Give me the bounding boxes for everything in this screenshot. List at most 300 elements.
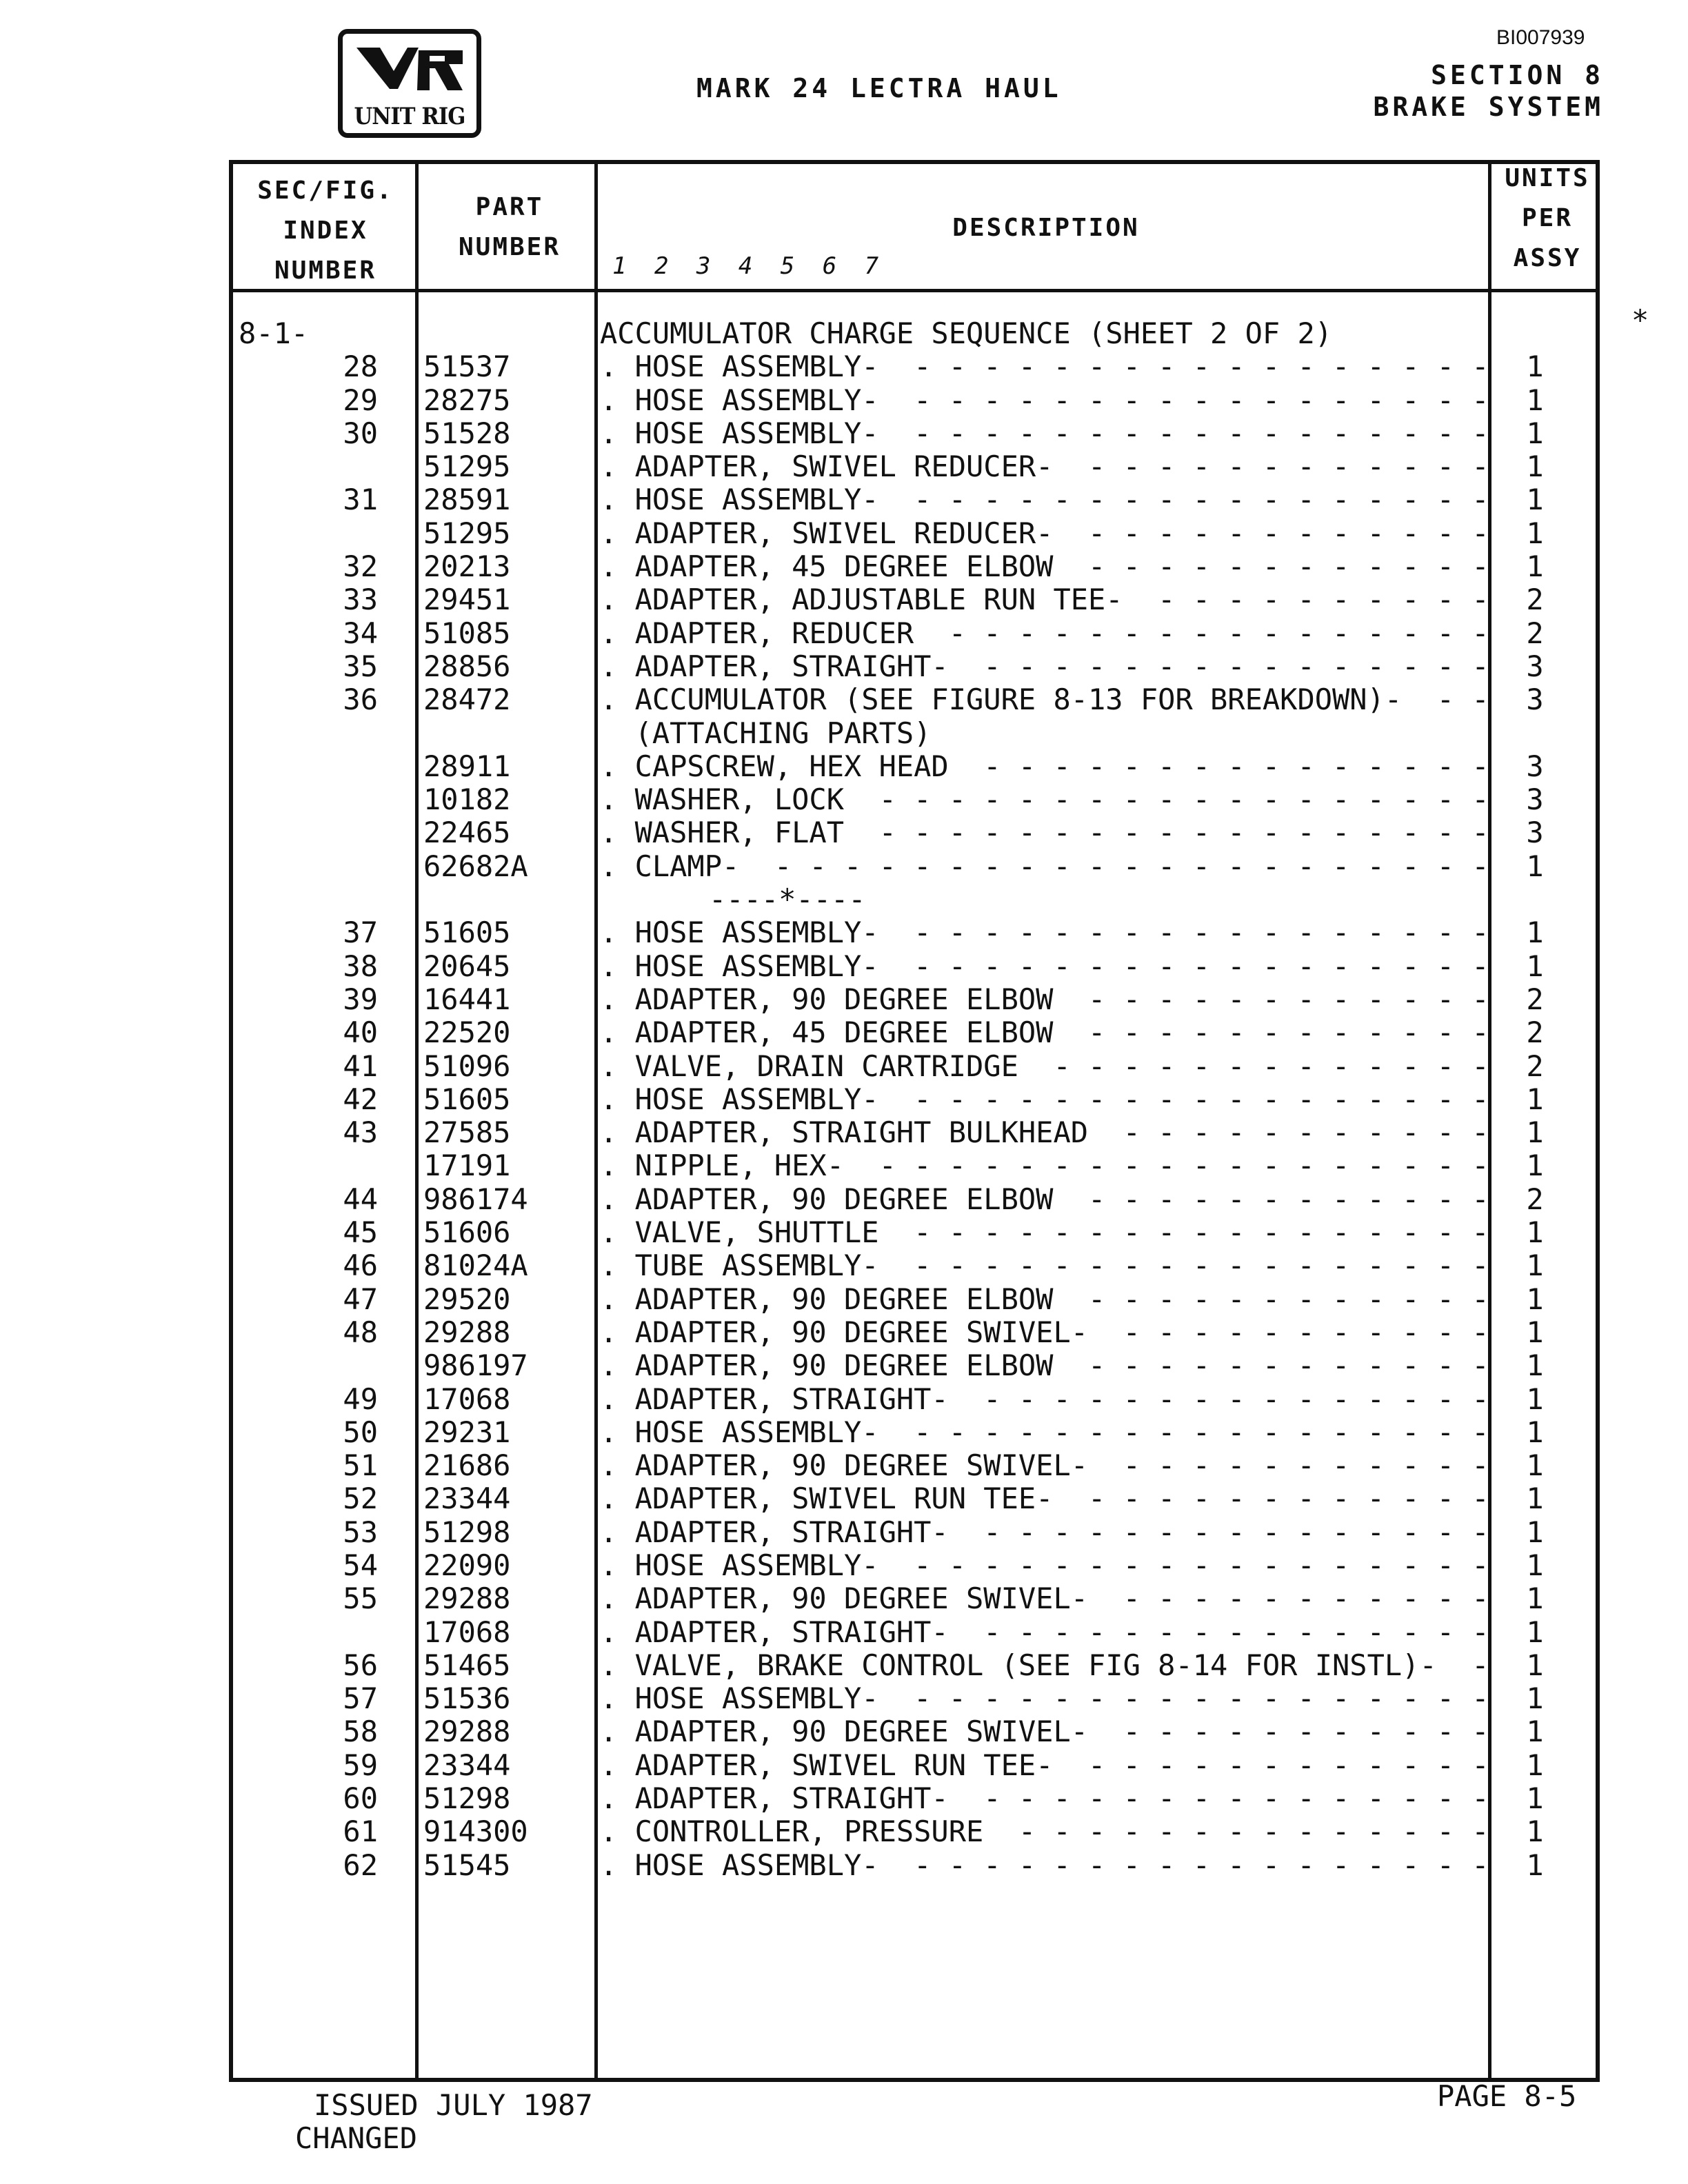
table-row [233, 1349, 1596, 1382]
dot-leader: - - - - - - - - - - [1123, 583, 1489, 617]
table-row [233, 550, 1596, 583]
table-row [233, 517, 1596, 550]
description [600, 1782, 1489, 1815]
description [600, 1649, 1489, 1682]
dot-leader: - - - - - - - - - - - - [1053, 1348, 1489, 1383]
description [600, 1083, 1489, 1116]
table-row [233, 850, 1596, 883]
table-row [233, 1249, 1596, 1282]
index-number: 53 [343, 1515, 378, 1549]
description-text: . ADAPTER, SWIVEL REDUCER- [600, 449, 1054, 484]
description [600, 1416, 1489, 1449]
index-number: 60 [343, 1781, 378, 1816]
units-per-assy: 1 [1526, 849, 1544, 883]
logo-mark-icon [352, 41, 468, 103]
index-number: 47 [343, 1282, 378, 1316]
part-number: 16441 [423, 982, 511, 1016]
index-number: 36 [343, 682, 378, 717]
dot-leader: - - - - - - - - - - - - - - - - - [878, 1248, 1489, 1283]
dot-leader: - - - - - - - - - - - - - - - - - [878, 949, 1489, 983]
units-per-assy: 1 [1526, 483, 1544, 517]
dot-leader: - - - - - - - - - - - - - - - - - [878, 916, 1489, 950]
description [600, 1849, 1489, 1882]
index-number: 39 [343, 982, 378, 1016]
table-row [233, 1149, 1596, 1182]
dot-leader: - - - - - - - - - - - - [1053, 516, 1489, 550]
description [600, 750, 1489, 783]
changed-label: CHANGED [295, 2121, 418, 2155]
dot-leader: - [1436, 1648, 1489, 1682]
table-row [233, 717, 1596, 750]
index-number: 50 [343, 1415, 378, 1449]
dot-leader: - - - - - - - - - - - - - - - [948, 649, 1489, 683]
dot-leader: - - - - - - - - - - - - - - - - - [878, 350, 1489, 384]
index-number: 37 [343, 916, 378, 950]
units-per-assy: 1 [1526, 1115, 1544, 1150]
description [600, 1116, 1489, 1149]
part-number: 51085 [423, 616, 511, 650]
units-per-assy: 1 [1526, 1248, 1544, 1283]
units-per-assy: 2 [1526, 982, 1544, 1016]
description-text: . HOSE ASSEMBLY- [600, 1548, 879, 1582]
header-description: DESCRIPTION [952, 214, 1140, 242]
units-per-assy: 1 [1526, 1415, 1544, 1449]
units-per-assy: 1 [1526, 1848, 1544, 1882]
table-row [233, 1549, 1596, 1582]
part-number: 17068 [423, 1382, 511, 1416]
description [600, 550, 1489, 583]
index-number: 29 [343, 383, 378, 417]
index-number: 45 [343, 1215, 378, 1250]
units-per-assy: 1 [1526, 416, 1544, 450]
dot-leader: - - - - - - - - - - - - - - - - [914, 616, 1489, 650]
page-number: PAGE 8-5 [1437, 2079, 1577, 2113]
part-number: 986174 [423, 1182, 528, 1216]
table-row [233, 1216, 1596, 1249]
description [600, 1482, 1489, 1515]
description [600, 950, 1489, 983]
description [600, 1715, 1489, 1748]
units-per-assy: 3 [1526, 782, 1544, 817]
parts-table [229, 160, 1600, 2082]
description [600, 417, 1489, 450]
units-per-assy: 3 [1526, 749, 1544, 783]
description [600, 850, 1489, 883]
part-number: 81024A [423, 1248, 528, 1283]
units-per-assy: 1 [1526, 383, 1544, 417]
dot-leader: - - - - - - - - - - - - - - - [948, 1615, 1489, 1649]
header-line: PART [475, 193, 544, 221]
description-text: . ADAPTER, 90 DEGREE SWIVEL- [600, 1581, 1089, 1616]
description-text: . ADAPTER, 90 DEGREE ELBOW [600, 1182, 1054, 1216]
units-per-assy: 1 [1526, 1781, 1544, 1816]
part-number: 17191 [423, 1149, 511, 1183]
table-row [233, 417, 1596, 450]
header-indent-levels: 1 2 3 4 5 6 7 [612, 252, 886, 280]
description [600, 1449, 1489, 1482]
part-number: 28591 [423, 483, 511, 517]
dot-leader: - - - - - - - - - - - - [1053, 1748, 1489, 1782]
dot-leader: - - - - - - - - - - - - - - - - - - [844, 1149, 1489, 1183]
units-per-assy: 1 [1526, 449, 1544, 484]
units-per-assy: 1 [1526, 949, 1544, 983]
index-number: 28 [343, 350, 378, 384]
dot-leader: - - - - - - - - - - - - - - - - - - [844, 816, 1489, 850]
part-number: 51298 [423, 1515, 511, 1549]
description-text: . HOSE ASSEMBLY- [600, 1082, 879, 1116]
part-number: 28911 [423, 749, 511, 783]
description [600, 1216, 1489, 1249]
part-number: 51536 [423, 1681, 511, 1716]
description-text: . ADAPTER, 90 DEGREE SWIVEL- [600, 1715, 1089, 1749]
units-per-assy: 1 [1526, 1748, 1544, 1782]
part-number: 28856 [423, 649, 511, 683]
part-number: 51528 [423, 416, 511, 450]
dot-leader: - - - - - - - - - - - - [1053, 1182, 1489, 1216]
index-number: 58 [343, 1715, 378, 1749]
dot-leader: - - - - - - - - - - - - - - - - - [878, 1082, 1489, 1116]
change-mark: * [1631, 303, 1649, 337]
table-row [233, 1083, 1596, 1116]
index-number: 31 [343, 483, 378, 517]
header-line: INDEX [283, 216, 368, 245]
part-number: 51545 [423, 1848, 511, 1882]
part-number: 10182 [423, 782, 511, 817]
table-row [233, 1582, 1596, 1615]
table-row [233, 1616, 1596, 1649]
description-text: . HOSE ASSEMBLY- [600, 1848, 879, 1882]
description-text: . CONTROLLER, PRESSURE [600, 1814, 984, 1849]
table-row [233, 816, 1596, 849]
header-line: NUMBER [274, 256, 377, 285]
description-text: . ADAPTER, SWIVEL RUN TEE- [600, 1748, 1054, 1782]
table-row [233, 1482, 1596, 1515]
description [600, 816, 1489, 849]
index-number: 59 [343, 1748, 378, 1782]
table-row [233, 350, 1596, 383]
description-text: . ADAPTER, 90 DEGREE SWIVEL- [600, 1448, 1089, 1483]
description-text: . ADAPTER, ADJUSTABLE RUN TEE- [600, 583, 1123, 617]
description [600, 650, 1489, 683]
units-per-assy: 1 [1526, 516, 1544, 550]
description [600, 450, 1489, 483]
unit-rig-logo [338, 29, 481, 138]
table-row [233, 1449, 1596, 1482]
part-number: 51605 [423, 1082, 511, 1116]
description [600, 717, 931, 750]
dot-leader: - - - - - - - - - - - [1088, 1715, 1489, 1749]
description-text: . HOSE ASSEMBLY- [600, 949, 879, 983]
description [600, 1549, 1489, 1582]
index-number: 54 [343, 1548, 378, 1582]
description [600, 1616, 1489, 1649]
table-row [233, 650, 1596, 683]
description [600, 1349, 1489, 1382]
dot-leader: - - - - - - - - - - - - - - - - - [878, 1848, 1489, 1882]
description-text: . ADAPTER, 45 DEGREE ELBOW [600, 549, 1054, 584]
logo-text: UNIT RIG [354, 103, 465, 130]
units-per-assy: 1 [1526, 1382, 1544, 1416]
units-per-assy: 1 [1526, 916, 1544, 950]
description-text: . ADAPTER, STRAIGHT- [600, 1781, 949, 1816]
index-number: 48 [343, 1315, 378, 1349]
part-number: 22520 [423, 1015, 511, 1050]
index-number: 30 [343, 416, 378, 450]
dot-leader: - - - - - - - - - - - - - - - - - [878, 416, 1489, 450]
description [600, 983, 1489, 1016]
part-number: 51295 [423, 449, 511, 484]
table-row [233, 1316, 1596, 1349]
description-text: . VALVE, DRAIN CARTRIDGE [600, 1049, 1018, 1083]
dot-leader: - - - - - - - - - - - - - - - - - [878, 1215, 1489, 1250]
dot-leader: - - - - - - - - - - - - - - - - - [878, 383, 1489, 417]
description [600, 617, 1489, 650]
dot-leader: - - - - - - - - - - - - - - - - - [878, 1548, 1489, 1582]
units-per-assy: 1 [1526, 1681, 1544, 1716]
description-text: . ADAPTER, SWIVEL RUN TEE- [600, 1482, 1054, 1516]
description [600, 916, 1489, 949]
table-row [233, 583, 1596, 616]
manual-title: MARK 24 LECTRA HAUL [696, 73, 1062, 103]
part-number: 27585 [423, 1115, 511, 1150]
section-title [1373, 59, 1604, 123]
table-row [233, 1283, 1596, 1316]
dot-leader: - - - - - - - - - - - - [1053, 1482, 1489, 1516]
table-row [233, 1715, 1596, 1748]
part-number: 51298 [423, 1781, 511, 1816]
section-name: BRAKE SYSTEM [1373, 92, 1604, 122]
dot-leader: - - - - - - - - - - - - - - - [948, 1781, 1489, 1816]
description [600, 1682, 1489, 1715]
dot-leader: - - - - - - - - - - - - - - - [948, 749, 1489, 783]
part-number: 17068 [423, 1615, 511, 1649]
units-per-assy: 1 [1526, 1715, 1544, 1749]
description-text: . NIPPLE, HEX- [600, 1149, 845, 1183]
description [600, 350, 1489, 383]
description [600, 1283, 1489, 1316]
description-text: . TUBE ASSEMBLY- [600, 1248, 879, 1283]
part-number: 20645 [423, 949, 511, 983]
description-text: . ADAPTER, 90 DEGREE ELBOW [600, 1282, 1054, 1316]
description-text: . VALVE, SHUTTLE [600, 1215, 879, 1250]
table-row [233, 483, 1596, 516]
part-number: 51537 [423, 350, 511, 384]
part-number: 29288 [423, 1581, 511, 1616]
header-line: SEC/FIG. [257, 176, 394, 205]
table-row [233, 1016, 1596, 1049]
part-number: 23344 [423, 1748, 511, 1782]
dot-leader: - - - - - - - - - - - - - - - - - - [844, 782, 1489, 817]
description-text: . ADAPTER, 90 DEGREE ELBOW [600, 1348, 1054, 1383]
table-row [233, 1849, 1596, 1882]
description [600, 783, 1489, 816]
index-number: 44 [343, 1182, 378, 1216]
section-number: SECTION 8 [1431, 60, 1604, 90]
description-text: ACCUMULATOR CHARGE SEQUENCE (SHEET 2 OF 2) [600, 316, 1333, 350]
description-text: . ADAPTER, 90 DEGREE ELBOW [600, 982, 1054, 1016]
table-row [233, 983, 1596, 1016]
table-row [233, 1050, 1596, 1083]
table-row [233, 1749, 1596, 1782]
part-number: 51605 [423, 916, 511, 950]
index-number: 41 [343, 1049, 378, 1083]
index-number: 46 [343, 1248, 378, 1283]
index-number: 61 [343, 1814, 378, 1849]
index-number: 49 [343, 1382, 378, 1416]
units-per-assy: 1 [1526, 1814, 1544, 1849]
units-per-assy: 1 [1526, 1082, 1544, 1116]
description [600, 483, 1489, 516]
dot-leader: - - - - - - - - - - - [1088, 1115, 1489, 1150]
description [600, 583, 1489, 616]
units-per-assy: 3 [1526, 816, 1544, 850]
header-index-number [233, 171, 418, 291]
dot-leader: - - - - - - - - - - - - - [1018, 1049, 1489, 1083]
part-number: 22465 [423, 816, 511, 850]
index-number: 43 [343, 1115, 378, 1150]
attaching-parts-separator: ----*---- [709, 882, 866, 917]
index-number: 55 [343, 1581, 378, 1616]
part-number: 21686 [423, 1448, 511, 1483]
dot-leader: - - - - - - - - - - - - - - - [948, 1382, 1489, 1416]
dot-leader: - - - - - - - - - - - - - - [983, 1814, 1489, 1849]
description [600, 1149, 1489, 1182]
part-number: 51606 [423, 1215, 511, 1250]
part-number: 29520 [423, 1282, 511, 1316]
units-per-assy: 2 [1526, 1015, 1544, 1050]
description-text: . ADAPTER, SWIVEL REDUCER- [600, 516, 1054, 550]
units-per-assy: 1 [1526, 1515, 1544, 1549]
index-number: 32 [343, 549, 378, 584]
units-per-assy: 2 [1526, 1182, 1544, 1216]
table-row [233, 1815, 1596, 1848]
description [600, 517, 1489, 550]
part-number: 29231 [423, 1415, 511, 1449]
table-row [233, 317, 1596, 350]
description [600, 1815, 1489, 1848]
description [600, 1050, 1489, 1083]
units-per-assy: 1 [1526, 1348, 1544, 1383]
units-per-assy: 1 [1526, 1448, 1544, 1483]
description-text: . ADAPTER, STRAIGHT- [600, 649, 949, 683]
dot-leader: - - - - - - - - - - - - [1053, 549, 1489, 584]
table-row [233, 1383, 1596, 1416]
issued-date: ISSUED JULY 1987 [314, 2088, 593, 2122]
description-text: . HOSE ASSEMBLY- [600, 916, 879, 950]
description [600, 1016, 1489, 1049]
units-per-assy: 1 [1526, 1581, 1544, 1616]
description-text: . HOSE ASSEMBLY- [600, 383, 879, 417]
parts-list [233, 317, 1596, 1882]
description-text: . ADAPTER, STRAIGHT- [600, 1615, 949, 1649]
units-per-assy: 1 [1526, 1648, 1544, 1682]
table-row [233, 1183, 1596, 1216]
units-per-assy: 1 [1526, 1215, 1544, 1250]
description [600, 1316, 1489, 1349]
part-number: 914300 [423, 1814, 528, 1849]
header-divider [233, 289, 1596, 292]
description [600, 384, 1489, 417]
description-text: . HOSE ASSEMBLY- [600, 1415, 879, 1449]
table-row [233, 950, 1596, 983]
units-per-assy: 1 [1526, 549, 1544, 584]
header-line: PER [1521, 204, 1574, 232]
table-row [233, 1649, 1596, 1682]
description-text: . HOSE ASSEMBLY- [600, 1681, 879, 1716]
part-number: 23344 [423, 1482, 511, 1516]
header-units-per-assy [1495, 159, 1600, 279]
dot-leader: - - - - - - - - - - - [1088, 1448, 1489, 1483]
dot-leader: - - - - - - - - - - - - [1053, 982, 1489, 1016]
index-number: 35 [343, 649, 378, 683]
part-number: 51096 [423, 1049, 511, 1083]
units-per-assy: 1 [1526, 1149, 1544, 1183]
table-row [233, 1682, 1596, 1715]
units-per-assy: 1 [1526, 1482, 1544, 1516]
index-number: 8-1- [239, 316, 309, 350]
dot-leader: - - - - - - - - - - - [1088, 1315, 1489, 1349]
description [600, 1383, 1489, 1416]
units-per-assy: 2 [1526, 583, 1544, 617]
description-text: . HOSE ASSEMBLY- [600, 350, 879, 384]
index-number: 51 [343, 1448, 378, 1483]
document-id: BI007939 [1496, 26, 1585, 49]
index-number: 57 [343, 1681, 378, 1716]
description-text: . ADAPTER, 90 DEGREE SWIVEL- [600, 1315, 1089, 1349]
units-per-assy: 1 [1526, 350, 1544, 384]
description-text: . ACCUMULATOR (SEE FIGURE 8-13 FOR BREAKDOWN)- [600, 682, 1403, 717]
description-text: (ATTACHING PARTS) [600, 716, 932, 750]
part-number: 20213 [423, 549, 511, 584]
dot-leader: - - - - - - - - - - - - - - - - - [878, 483, 1489, 517]
table-row [233, 916, 1596, 949]
header-line: UNITS [1505, 164, 1590, 192]
table-row [233, 883, 1596, 916]
part-number: 986197 [423, 1348, 528, 1383]
units-per-assy: 1 [1526, 1548, 1544, 1582]
part-number: 51465 [423, 1648, 511, 1682]
part-number: 28472 [423, 682, 511, 717]
description [600, 1749, 1489, 1782]
dot-leader: - - - - - - - - - - - - [1053, 449, 1489, 484]
index-number: 52 [343, 1482, 378, 1516]
description [600, 1516, 1489, 1549]
description [600, 317, 1332, 350]
description-text: . HOSE ASSEMBLY- [600, 483, 879, 517]
index-number: 40 [343, 1015, 378, 1050]
description-text: . VALVE, BRAKE CONTROL (SEE FIG 8-14 FOR INSTL)- [600, 1648, 1437, 1682]
description-text: . WASHER, LOCK [600, 782, 845, 817]
units-per-assy: 2 [1526, 616, 1544, 650]
description-text: . ADAPTER, REDUCER [600, 616, 914, 650]
dot-leader: - - - - - - - - - - - - [1053, 1015, 1489, 1050]
header-line: NUMBER [458, 233, 561, 261]
table-row [233, 450, 1596, 483]
part-number: 28275 [423, 383, 511, 417]
index-number: 38 [343, 949, 378, 983]
description-text: . CAPSCREW, HEX HEAD [600, 749, 949, 783]
units-per-assy: 3 [1526, 649, 1544, 683]
description [600, 1183, 1489, 1216]
part-number: 51295 [423, 516, 511, 550]
description-text: . HOSE ASSEMBLY- [600, 416, 879, 450]
units-per-assy: 1 [1526, 1315, 1544, 1349]
table-row [233, 750, 1596, 783]
table-row [233, 783, 1596, 816]
table-row [233, 1116, 1596, 1149]
part-number: 29288 [423, 1715, 511, 1749]
index-number: 42 [343, 1082, 378, 1116]
